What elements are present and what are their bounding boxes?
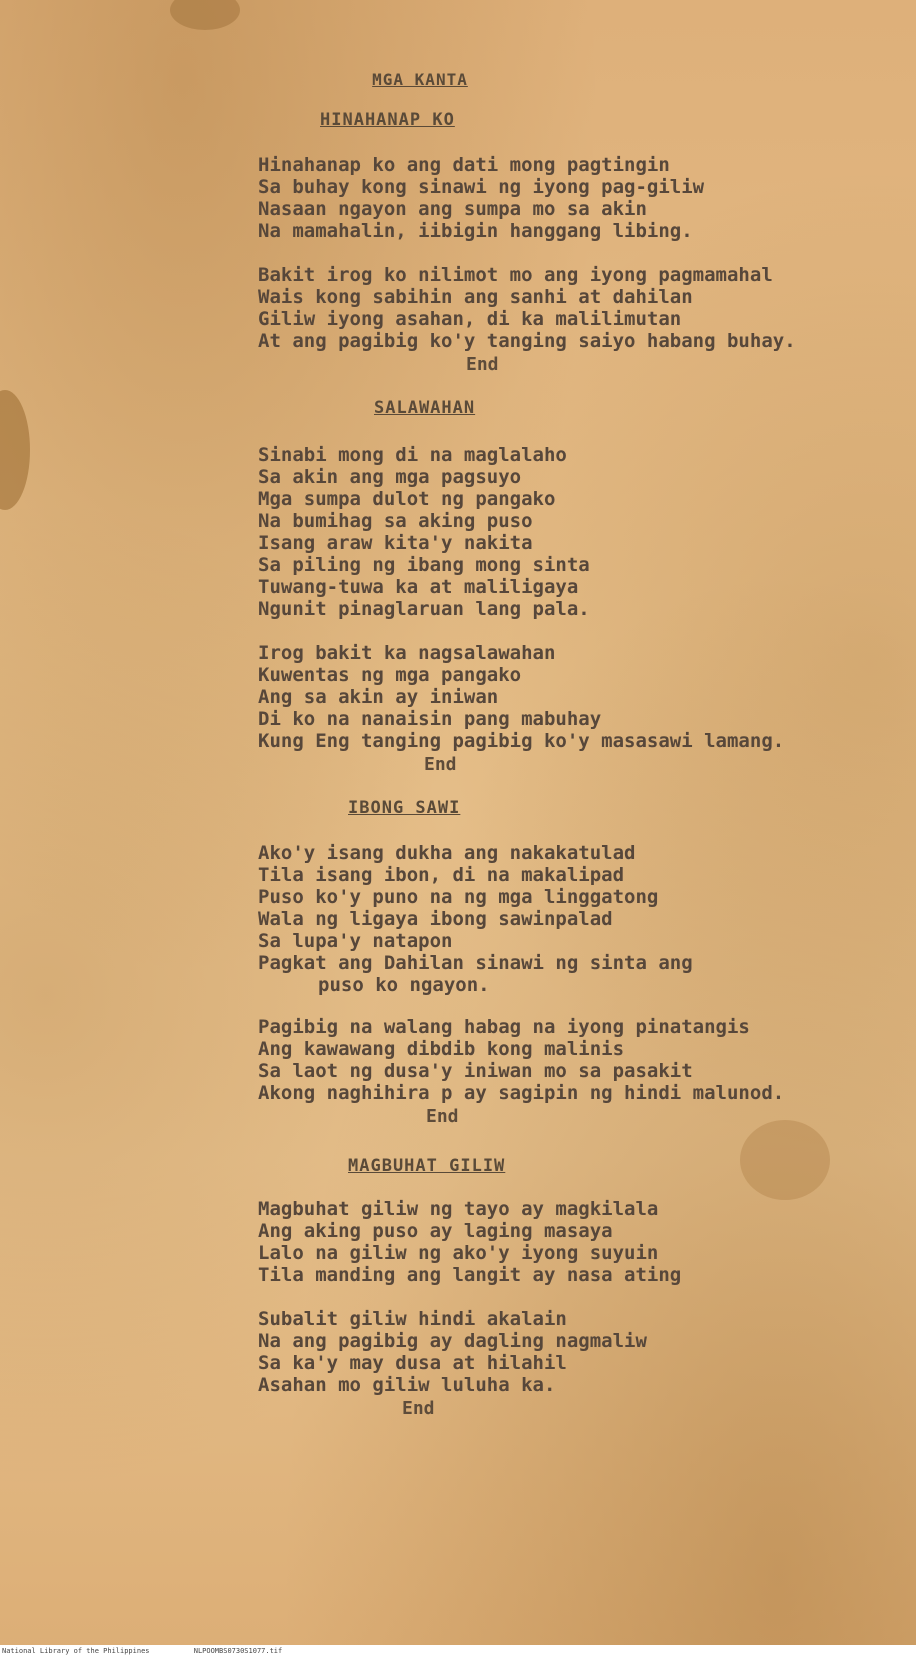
lyric-line: Na mamahalin, iibigin hanggang libing. [258, 220, 693, 242]
lyric-line: Ang sa akin ay iniwan [258, 686, 499, 708]
song-title: IBONG SAWI [348, 798, 461, 818]
lyric-line: Tila manding ang langit ay nasa ating [258, 1264, 682, 1286]
lyric-line: Sa akin ang mga pagsuyo [258, 466, 522, 488]
scan-footer [0, 1645, 916, 1658]
stanza [258, 444, 590, 620]
lyric-line: puso ko ngayon. [318, 974, 490, 996]
paper-stain [740, 1120, 830, 1200]
stanza [258, 1198, 681, 1286]
lyric-line: Di ko na nanaisin pang mabuhay [258, 708, 602, 730]
lyric-line: Giliw iyong asahan, di ka malilimutan [258, 308, 682, 330]
lyric-line: Tuwang-tuwa ka at maliligaya [258, 576, 579, 598]
lyric-line: Akong naghihira p ay sagipin ng hindi malunod. [258, 1082, 785, 1104]
stanza [258, 642, 784, 752]
lyric-line: Sa ka'y may dusa at hilahil [258, 1352, 567, 1374]
end-mark: End [466, 354, 499, 375]
lyric-line: Kuwentas ng mga pangako [258, 664, 522, 686]
lyric-line: Sa buhay kong sinawi ng iyong pag-giliw [258, 176, 705, 198]
stanza [258, 1016, 784, 1104]
lyric-line: At ang pagibig ko'y tanging saiyo habang buhay. [258, 330, 796, 352]
lyric-line: Sa lupa'y natapon [258, 930, 453, 952]
lyric-line: Ngunit pinaglaruan lang pala. [258, 598, 590, 620]
lyric-line: Wais kong sabihin ang sanhi at dahilan [258, 286, 693, 308]
stanza [258, 842, 693, 996]
lyric-line: Sa laot ng dusa'y iniwan mo sa pasakit [258, 1060, 693, 1082]
lyric-line: Sinabi mong di na maglalaho [258, 444, 567, 466]
lyric-line: Ang aking puso ay laging masaya [258, 1220, 613, 1242]
lyric-line: Ang kawawang dibdib kong malinis [258, 1038, 625, 1060]
lyric-line: Pagkat ang Dahilan sinawi ng sinta ang [258, 952, 693, 974]
lyric-line: Lalo na giliw ng ako'y iyong suyuin [258, 1242, 659, 1264]
end-mark: End [402, 1398, 435, 1419]
lyric-line: Pagibig na walang habag na iyong pinatangis [258, 1016, 750, 1038]
stanza [258, 154, 704, 242]
song-title: MAGBUHAT GILIW [348, 1156, 506, 1176]
document-title: MGA KANTA [372, 70, 468, 89]
lyric-line: Puso ko'y puno na ng mga linggatong [258, 886, 659, 908]
paper-stain [0, 390, 30, 510]
lyric-line: Na ang pagibig ay dagling nagmaliw [258, 1330, 647, 1352]
lyric-line: Subalit giliw hindi akalain [258, 1308, 567, 1330]
lyric-line: Wala ng ligaya ibong sawinpalad [258, 908, 613, 930]
lyric-line: Nasaan ngayon ang sumpa mo sa akin [258, 198, 647, 220]
stanza [258, 1308, 647, 1396]
lyric-line: Hinahanap ko ang dati mong pagtingin [258, 154, 670, 176]
end-mark: End [426, 1106, 459, 1127]
stanza [258, 264, 796, 352]
lyric-line: Isang araw kita'y nakita [258, 532, 533, 554]
lyric-line: Ako'y isang dukha ang nakakatulad [258, 842, 636, 864]
lyric-line: Na bumihag sa aking puso [258, 510, 533, 532]
lyric-line: Irog bakit ka nagsalawahan [258, 642, 556, 664]
lyric-line: Sa piling ng ibang mong sinta [258, 554, 590, 576]
lyric-line: Asahan mo giliw luluha ka. [258, 1374, 556, 1396]
lyric-line: Mga sumpa dulot ng pangako [258, 488, 556, 510]
lyric-line: Tila isang ibon, di na makalipad [258, 864, 625, 886]
song-title: HINAHANAP KO [320, 110, 455, 130]
footer-file-id: NLPOOMBS0730S1077.tif [193, 1647, 283, 1655]
end-mark: End [424, 754, 457, 775]
lyric-line: Magbuhat giliw ng tayo ay magkilala [258, 1198, 659, 1220]
paper-stain [170, 0, 240, 30]
song-title: SALAWAHAN [374, 398, 476, 418]
lyric-line: Kung Eng tanging pagibig ko'y masasawi lamang. [258, 730, 785, 752]
lyric-line: Bakit irog ko nilimot mo ang iyong pagmamahal [258, 264, 773, 286]
footer-institution: National Library of the Philippines [2, 1647, 150, 1655]
